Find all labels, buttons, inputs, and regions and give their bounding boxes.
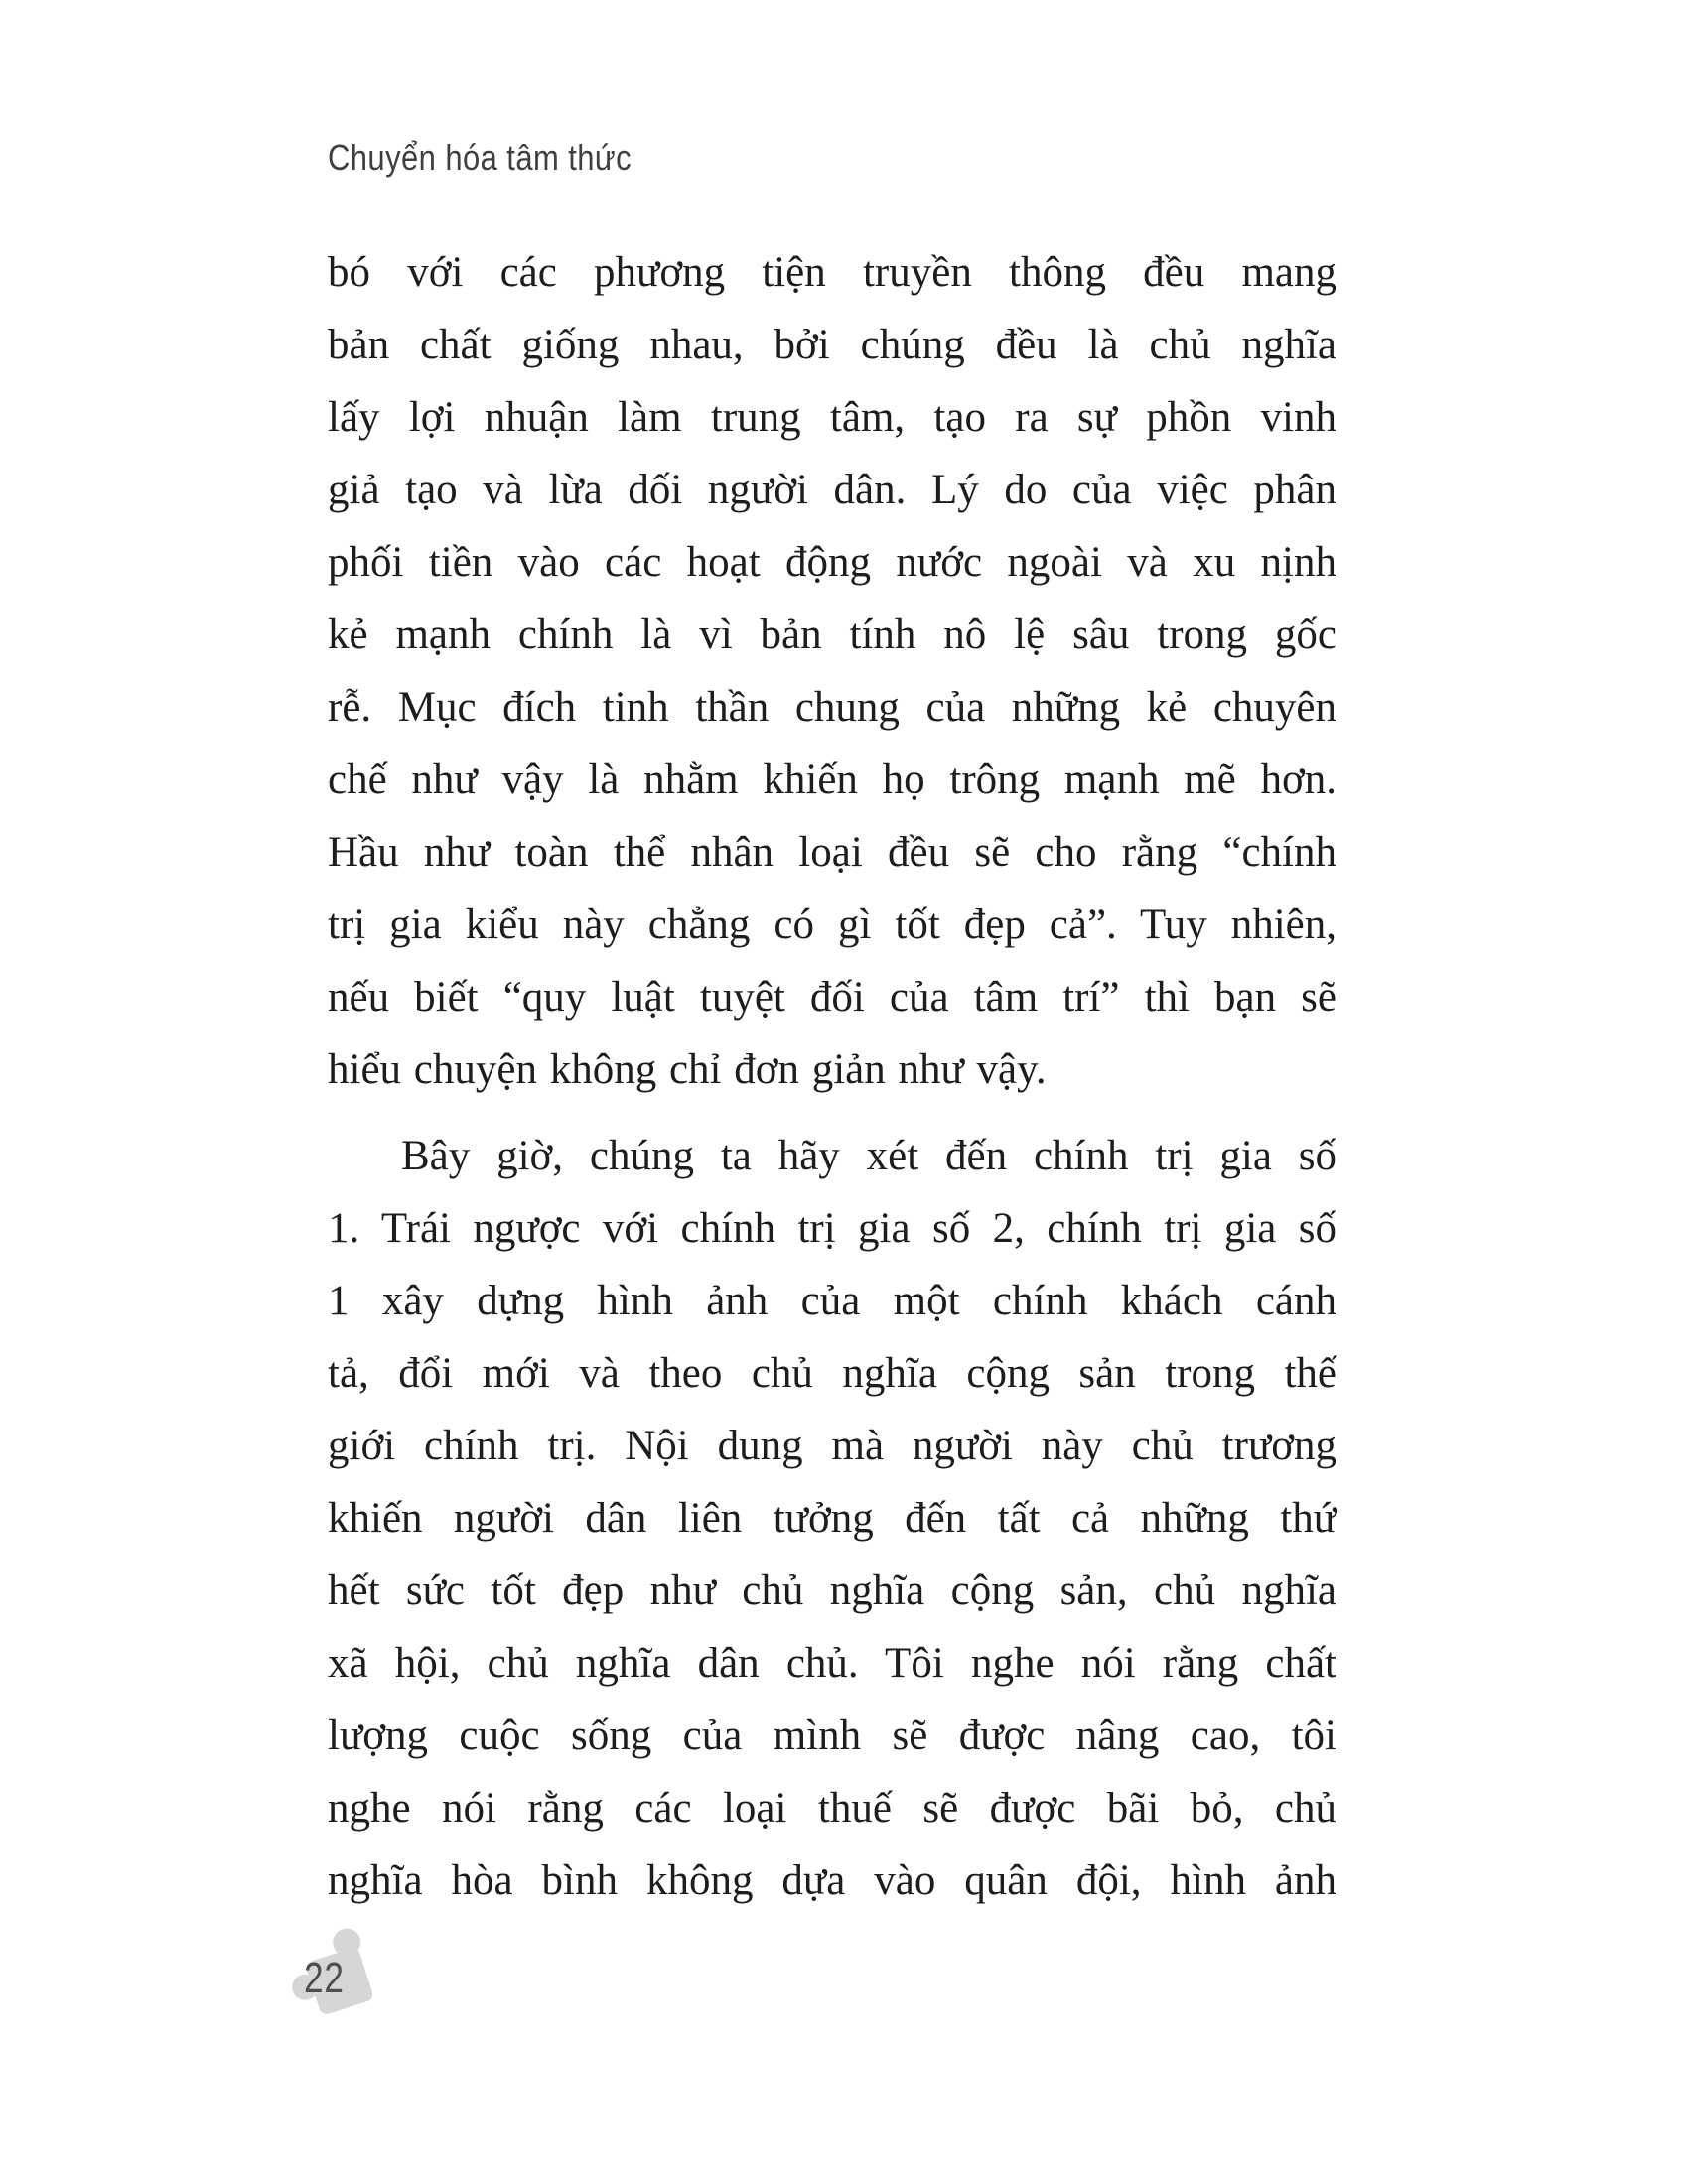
body-text: [328, 236, 1336, 1931]
paragraph: [328, 1120, 1336, 1917]
text-line: nếu biết “quy luật tuyệt đối của tâm trí” thì bạn sẽ: [328, 974, 1336, 1021]
text-line: rễ. Mục đích tinh thần chung của những kẻ chuyên: [328, 684, 1336, 731]
text-line: Hầu như toàn thể nhân loại đều sẽ cho rằng “chính: [328, 829, 1336, 876]
text-line: phối tiền vào các hoạt động nước ngoài và xu nịnh: [328, 539, 1336, 586]
text-line: trị gia kiểu này chẳng có gì tốt đẹp cả”. Tuy nhiên,: [328, 901, 1336, 948]
text-line: giả tạo và lừa dối người dân. Lý do của việc phân: [328, 467, 1336, 513]
text-line: hiểu chuyện không chỉ đơn giản như vậy.: [328, 1046, 1047, 1093]
text-line: nghe nói rằng các loại thuế sẽ được bãi bỏ, chủ: [328, 1785, 1336, 1832]
text-line: tả, đổi mới và theo chủ nghĩa cộng sản trong thế: [328, 1350, 1336, 1397]
text-line: xã hội, chủ nghĩa dân chủ. Tôi nghe nói rằng chất: [328, 1640, 1336, 1687]
page-number: 22: [304, 1954, 345, 2002]
text-line: khiến người dân liên tưởng đến tất cả những thứ: [328, 1495, 1336, 1542]
paragraph: [328, 236, 1336, 1106]
text-line: kẻ mạnh chính là vì bản tính nô lệ sâu trong gốc: [328, 612, 1336, 658]
text-line: hết sức tốt đẹp như chủ nghĩa cộng sản, chủ nghĩa: [328, 1568, 1336, 1614]
text-line: nghĩa hòa bình không dựa vào quân đội, hình ảnh: [328, 1857, 1336, 1904]
text-line: Bây giờ, chúng ta hãy xét đến chính trị gia số: [401, 1133, 1336, 1179]
running-header: [328, 137, 681, 185]
text-line: 1 xây dựng hình ảnh của một chính khách cánh: [328, 1278, 1336, 1324]
running-header-text: Chuyển hóa tâm thức: [328, 137, 632, 178]
text-line: lượng cuộc sống của mình sẽ được nâng cao, tôi: [328, 1712, 1336, 1759]
text-line: lấy lợi nhuận làm trung tâm, tạo ra sự phồn vinh: [328, 394, 1336, 441]
text-line: chế như vậy là nhằm khiến họ trông mạnh mẽ hơn.: [328, 756, 1336, 803]
text-line: giới chính trị. Nội dung mà người này chủ trương: [328, 1423, 1336, 1469]
text-line: bó với các phương tiện truyền thông đều mang: [328, 249, 1336, 296]
text-line: bản chất giống nhau, bởi chúng đều là chủ nghĩa: [328, 322, 1336, 368]
text-line: 1. Trái ngược với chính trị gia số 2, chính trị gia số: [328, 1205, 1336, 1252]
